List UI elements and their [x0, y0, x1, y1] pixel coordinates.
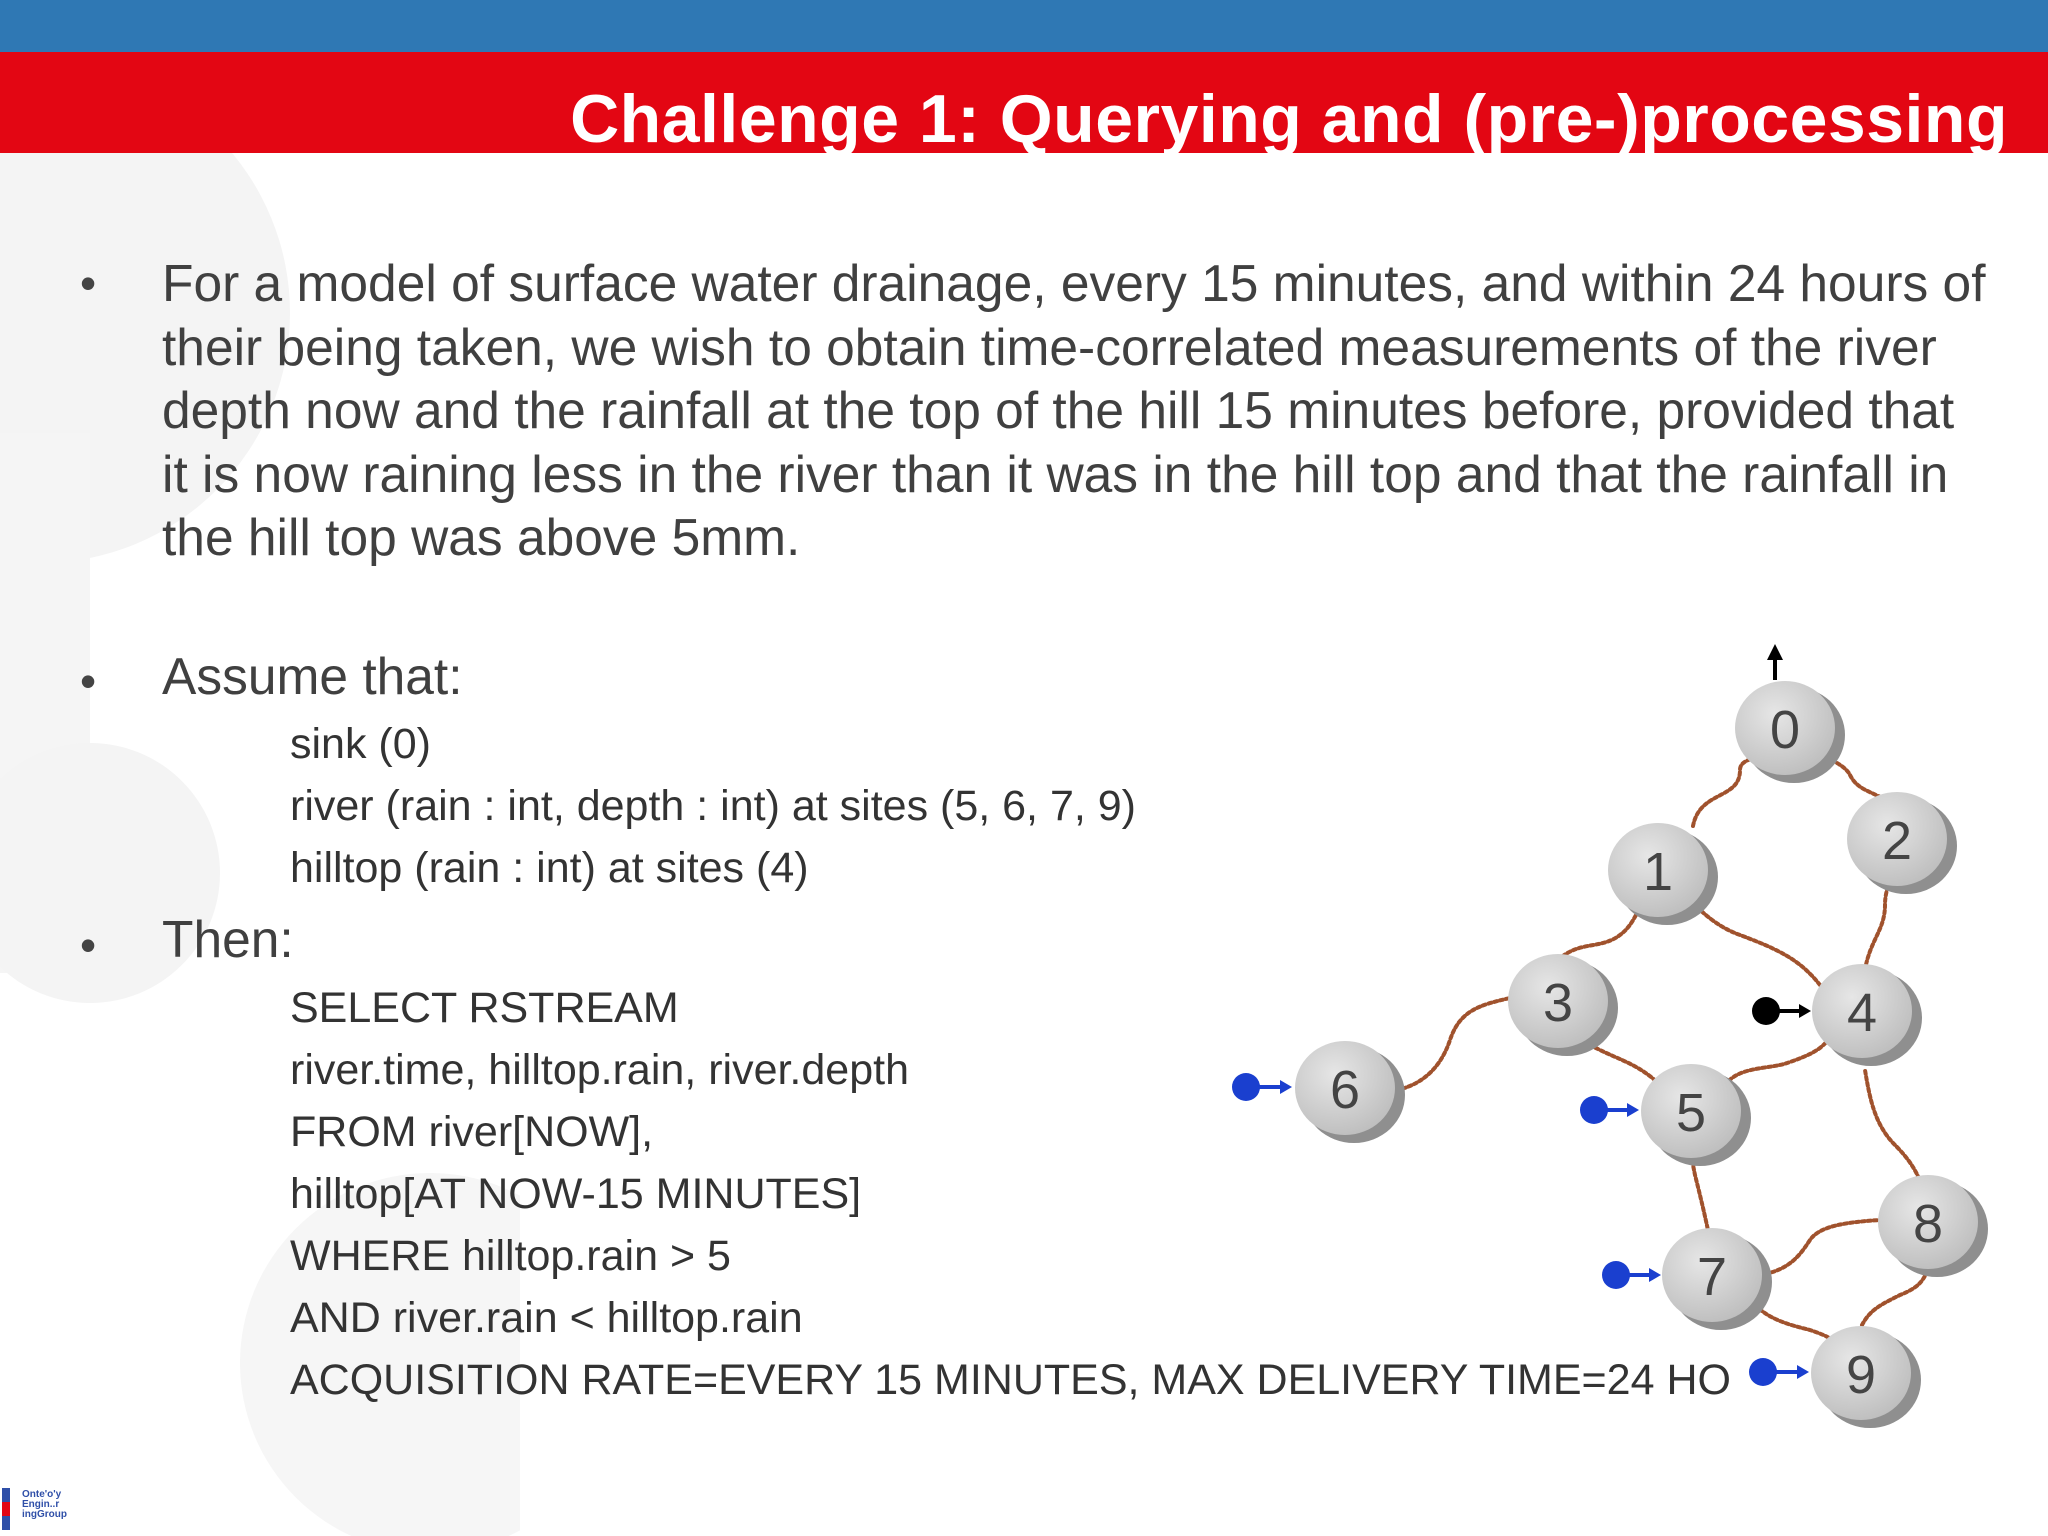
- hilltop-source-arrow-4: [1752, 997, 1811, 1025]
- node-label-4: 4: [1846, 983, 1878, 1043]
- top-band: [0, 0, 2048, 52]
- river-source-arrow-5: [1580, 1096, 1639, 1124]
- sink-output-arrow: [1767, 644, 1783, 680]
- edge-4-1: [1695, 905, 1820, 985]
- node-label-7: 7: [1696, 1247, 1728, 1307]
- node-5: [1641, 1064, 1751, 1166]
- node-9: [1811, 1326, 1921, 1428]
- assume-line-hilltop: hilltop (rain : int) at sites (4): [290, 844, 809, 892]
- query-line-from: FROM river[NOW],: [290, 1108, 654, 1156]
- river-source-arrow-6: [1232, 1073, 1292, 1101]
- node-7: [1662, 1228, 1772, 1330]
- query-line-acquisition: ACQUISITION RATE=EVERY 15 MINUTES, MAX DELIVERY TIME=24 HO: [290, 1356, 1731, 1404]
- edge-5-4: [1725, 1040, 1828, 1085]
- bullet-marker: •: [80, 919, 97, 971]
- query-line-and: AND river.rain < hilltop.rain: [290, 1294, 803, 1342]
- node-label-2: 2: [1881, 811, 1913, 871]
- query-line-where: WHERE hilltop.rain > 5: [290, 1232, 731, 1280]
- bullet-text-problem: For a model of surface water drainage, every 15 minutes, and within 24 hours of their being taken, we wish to obtain time-correlated measurements of the river depth now and the rainfall at the top of the hill 15 minutes before, provided that it is now raining less in the river than it was in the hill top and that the rainfall in the hill top was above 5mm.: [162, 254, 1986, 566]
- node-1: [1608, 823, 1718, 925]
- node-6: [1295, 1041, 1405, 1143]
- node-8: [1878, 1175, 1988, 1277]
- slide-title: Challenge 1: Querying and (pre-)processing: [570, 81, 2008, 157]
- river-source-arrow-9: [1749, 1358, 1809, 1386]
- node-label-5: 5: [1675, 1083, 1707, 1143]
- river-source-arrow-7: [1602, 1261, 1661, 1289]
- group-logo-text: Onte'o'y Engin..r ingGroup: [22, 1489, 67, 1520]
- node-2: [1847, 792, 1957, 894]
- edge-7-9: [1755, 1305, 1835, 1342]
- bullet-text-then: Then:: [162, 910, 294, 968]
- sensor-network-diagram: [1200, 630, 2020, 1430]
- node-label-9: 9: [1845, 1345, 1877, 1405]
- node-label-3: 3: [1542, 973, 1574, 1033]
- node-label-6: 6: [1329, 1060, 1361, 1120]
- edge-7-8: [1760, 1220, 1880, 1275]
- node-4: [1812, 964, 1922, 1066]
- node-label-1: 1: [1642, 842, 1674, 902]
- assume-line-sink: sink (0): [290, 720, 431, 768]
- node-3: [1508, 954, 1618, 1056]
- node-label-8: 8: [1912, 1194, 1944, 1254]
- node-0: [1735, 681, 1845, 783]
- query-line-hilltop-window: hilltop[AT NOW-15 MINUTES]: [290, 1170, 862, 1218]
- edge-6-3: [1397, 998, 1510, 1090]
- bullet-marker: •: [80, 257, 97, 309]
- query-line-select: SELECT RSTREAM: [290, 984, 679, 1032]
- bullet-text-assume: Assume that:: [162, 647, 463, 705]
- bullet-marker: •: [80, 655, 97, 707]
- node-label-0: 0: [1769, 700, 1801, 760]
- query-line-columns: river.time, hilltop.rain, river.depth: [290, 1046, 909, 1094]
- assume-line-river: river (rain : int, depth : int) at sites (5, 6, 7, 9): [290, 782, 1136, 830]
